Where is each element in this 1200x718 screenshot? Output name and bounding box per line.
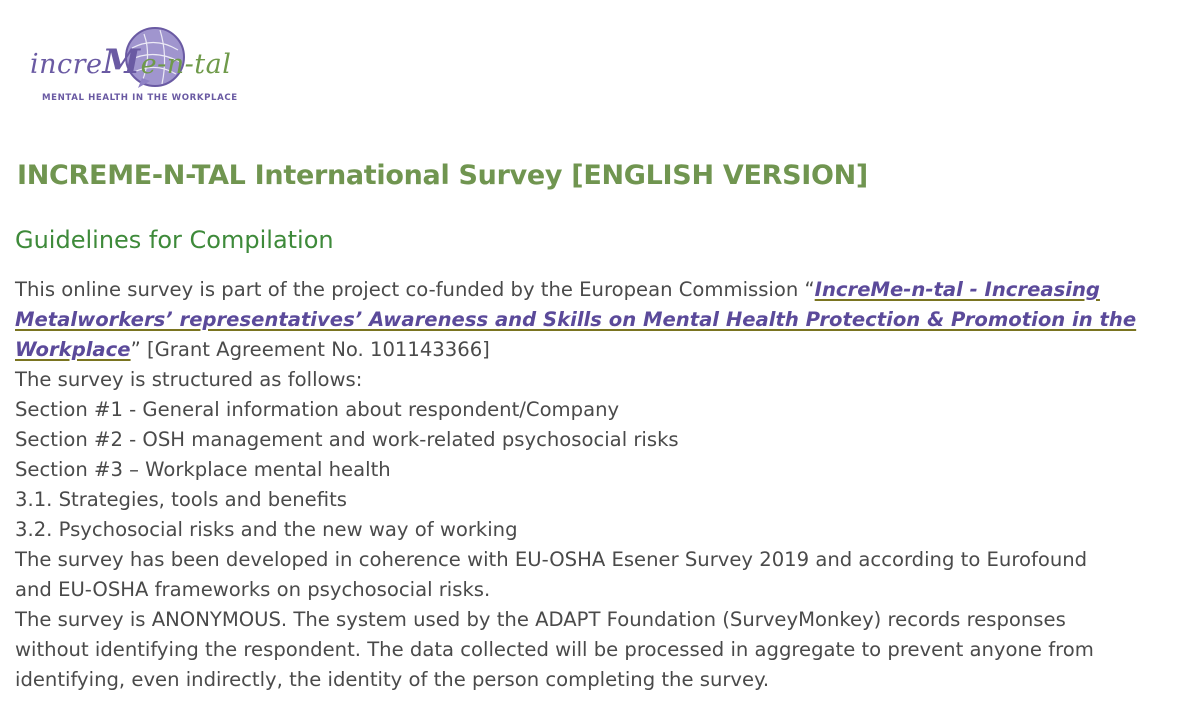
structure-intro: The survey is structured as follows:	[15, 368, 363, 391]
intro-line-2	[15, 305, 1190, 335]
logo-tagline: MENTAL HEALTH IN THE WORKPLACE	[42, 93, 238, 103]
coherence-text: and EU-OSHA frameworks on psychosocial risks.	[15, 578, 491, 601]
anonymous-notice: The survey is ANONYMOUS. The system used by the ADAPT Foundation (SurveyMonkey) records responses	[15, 608, 1066, 631]
logo-wordmark: increMe-n-tal	[30, 42, 232, 82]
section-item: Section #3 – Workplace mental health	[15, 458, 391, 481]
intro-line-1	[15, 275, 1190, 305]
anonymous-notice: identifying, even indirectly, the identity of the person completing the survey.	[15, 668, 770, 691]
coherence-text: The survey has been developed in coherence with EU-OSHA Esener Survey 2019 and according to Eurofound	[15, 548, 1088, 571]
increme-n-tal-logo	[28, 22, 258, 108]
intro-text: This online survey is part of the project co-funded by the European Commission “	[15, 278, 815, 301]
section-item: Section #2 - OSH management and work-related psychosocial risks	[15, 428, 679, 451]
section-item: 3.2. Psychosocial risks and the new way of working	[15, 518, 518, 541]
grant-agreement-text: ” [Grant Agreement No. 101143366]	[130, 338, 490, 361]
page-title: INCREME-N-TAL International Survey [ENGLISH VERSION]	[17, 160, 868, 191]
guidelines-body	[15, 275, 1190, 695]
anonymous-notice: without identifying the respondent. The data collected will be processed in aggregate to prevent anyone from	[15, 638, 1094, 661]
section-item: 3.1. Strategies, tools and benefits	[15, 488, 347, 511]
project-link-end[interactable]: Workplace	[15, 338, 131, 361]
project-link-continued[interactable]: Metalworkers’ representatives’ Awareness and Skills on Mental Health Protection & Promotion in the	[15, 308, 1137, 331]
section-item: Section #1 - General information about respondent/Company	[15, 398, 620, 421]
project-link[interactable]: IncreMe-n-tal - Increasing	[814, 278, 1100, 301]
intro-line-3	[15, 335, 1190, 365]
guidelines-heading: Guidelines for Compilation	[15, 226, 334, 254]
